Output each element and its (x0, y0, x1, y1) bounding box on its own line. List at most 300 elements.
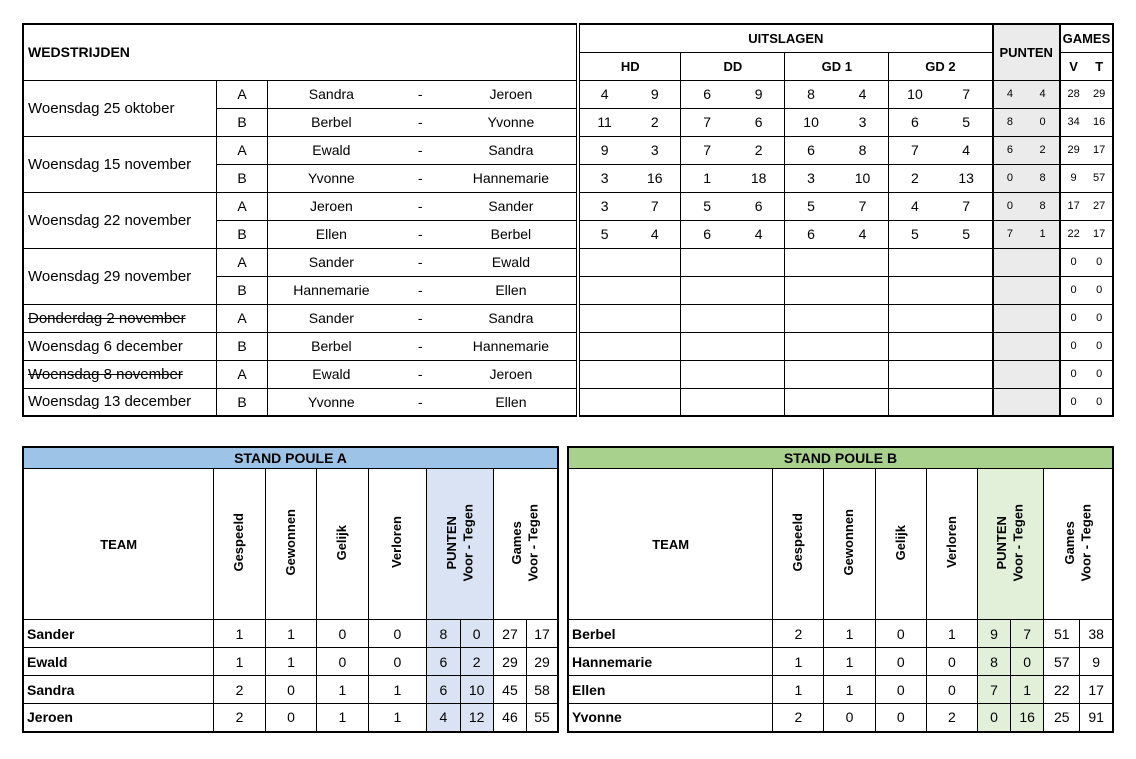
match-score (889, 248, 941, 276)
match-score: 4 (889, 192, 941, 220)
standing-verloren: 2 (926, 704, 977, 732)
match-score (941, 304, 993, 332)
match-score (629, 304, 681, 332)
match-punten-tegen (1026, 360, 1060, 388)
wedstrijden-header: WEDSTRIJDEN (28, 44, 130, 61)
match-score (837, 360, 889, 388)
match-home-team: Ellen (267, 220, 394, 248)
standing-team: Ellen (568, 676, 773, 704)
match-date: Woensdag 25 oktober (23, 80, 217, 136)
match-home-team: Sander (267, 304, 394, 332)
match-score: 7 (681, 136, 733, 164)
match-separator: - (395, 332, 446, 360)
match-score (578, 276, 629, 304)
match-home-team: Hannemarie (267, 276, 394, 304)
match-games-tegen: 17 (1086, 220, 1113, 248)
games-header-text (509, 504, 542, 582)
match-poule: B (217, 220, 268, 248)
standing-verloren: 1 (368, 704, 427, 732)
match-score (681, 248, 733, 276)
match-score: 6 (733, 108, 785, 136)
match-away-team: Ellen (446, 388, 578, 416)
match-score: 6 (681, 80, 733, 108)
standing-gelijk: 0 (875, 648, 926, 676)
match-games-tegen: 0 (1086, 388, 1113, 416)
standing-games-voor: 27 (493, 620, 526, 648)
match-games-tegen: 0 (1086, 248, 1113, 276)
match-score: 3 (629, 136, 681, 164)
uitslagen-header: UITSLAGEN (578, 24, 992, 52)
match-poule: A (217, 304, 268, 332)
standing-gespeeld: 1 (214, 648, 265, 676)
standing-team: Sandra (23, 676, 214, 704)
punten-header (427, 469, 494, 620)
match-date: Woensdag 6 december (23, 332, 217, 360)
match-score: 4 (837, 80, 889, 108)
match-score: 4 (629, 220, 681, 248)
match-score: 16 (629, 164, 681, 192)
standing-punten-voor: 8 (978, 648, 1011, 676)
match-score: 8 (837, 136, 889, 164)
match-punten-voor: 8 (993, 108, 1027, 136)
match-score (941, 332, 993, 360)
match-separator: - (395, 164, 446, 192)
match-punten-voor (993, 304, 1027, 332)
standing-games-voor: 45 (493, 676, 526, 704)
standing-punten-voor: 6 (427, 676, 460, 704)
match-score (578, 360, 629, 388)
match-punten-voor (993, 248, 1027, 276)
match-score: 5 (785, 192, 837, 220)
standing-verloren: 0 (926, 648, 977, 676)
standing-gespeeld: 1 (214, 620, 265, 648)
gespeeld-header-text: Gespeeld (231, 513, 247, 572)
standing-games-voor: 57 (1044, 648, 1080, 676)
match-row (23, 80, 1113, 108)
standing-gewonnen: 1 (824, 620, 875, 648)
match-home-team: Yvonne (267, 388, 394, 416)
match-score: 5 (578, 220, 629, 248)
match-away-team: Ellen (446, 276, 578, 304)
match-score (578, 388, 629, 416)
poule-header-row (568, 469, 1113, 620)
gewonnen-header-text: Gewonnen (841, 509, 857, 576)
match-score: 4 (733, 220, 785, 248)
match-punten-voor: 7 (993, 220, 1027, 248)
match-games-tegen: 0 (1086, 276, 1113, 304)
match-poule: A (217, 248, 268, 276)
match-separator: - (395, 220, 446, 248)
match-date: Woensdag 15 november (23, 136, 217, 192)
verloren-header-text: Verloren (943, 516, 959, 569)
match-score (941, 248, 993, 276)
standing-gespeeld: 2 (214, 704, 265, 732)
match-score: 5 (681, 192, 733, 220)
match-score: 8 (785, 80, 837, 108)
discipline-gd1: GD 1 (785, 52, 889, 80)
match-score: 6 (681, 220, 733, 248)
standing-gespeeld: 1 (773, 648, 824, 676)
match-games-voor: 0 (1060, 360, 1086, 388)
discipline-dd: DD (681, 52, 785, 80)
standing-row (23, 676, 558, 704)
match-home-team: Ewald (267, 136, 394, 164)
match-score (629, 276, 681, 304)
standing-verloren: 0 (368, 620, 427, 648)
standing-punten-voor: 4 (427, 704, 460, 732)
games-header-l2: Voor - Tegen (1078, 503, 1094, 582)
schedule-table (22, 23, 1114, 417)
standing-gelijk: 0 (317, 620, 368, 648)
gewonnen-header-text: Gewonnen (282, 509, 298, 576)
standing-gespeeld: 2 (773, 620, 824, 648)
match-score (681, 304, 733, 332)
match-score (785, 388, 837, 416)
match-away-team: Hannemarie (446, 332, 578, 360)
verloren-header (368, 469, 427, 620)
standing-games-voor: 51 (1044, 620, 1080, 648)
standing-punten-tegen: 1 (1011, 676, 1044, 704)
standing-row (568, 620, 1113, 648)
match-poule: A (217, 80, 268, 108)
games-header-l1: Games (509, 520, 525, 565)
match-score (733, 304, 785, 332)
standing-games-voor: 29 (493, 648, 526, 676)
match-score (785, 360, 837, 388)
match-punten-voor: 0 (993, 192, 1027, 220)
match-score: 6 (733, 192, 785, 220)
match-games-voor: 0 (1060, 276, 1086, 304)
match-date: Woensdag 13 december (23, 388, 217, 416)
match-score: 3 (578, 192, 629, 220)
standing-gelijk: 1 (317, 704, 368, 732)
match-punten-voor: 0 (993, 164, 1027, 192)
match-score (785, 332, 837, 360)
standing-games-tegen: 91 (1080, 704, 1113, 732)
standing-games-tegen: 9 (1080, 648, 1113, 676)
match-score: 3 (837, 108, 889, 136)
match-score: 6 (785, 136, 837, 164)
match-punten-voor: 6 (993, 136, 1027, 164)
match-score: 9 (578, 136, 629, 164)
games-v-header: V (1060, 52, 1086, 80)
match-score (578, 304, 629, 332)
standing-verloren: 0 (368, 648, 427, 676)
punten-header (978, 469, 1044, 620)
match-score: 3 (785, 164, 837, 192)
match-score: 5 (941, 108, 993, 136)
standing-gewonnen: 1 (824, 676, 875, 704)
match-poule: B (217, 332, 268, 360)
match-home-team: Jeroen (267, 192, 394, 220)
match-games-voor: 29 (1060, 136, 1086, 164)
match-games-voor: 0 (1060, 248, 1086, 276)
match-score (837, 388, 889, 416)
standing-punten-tegen: 16 (1011, 704, 1044, 732)
match-separator: - (395, 248, 446, 276)
match-games-tegen: 29 (1086, 80, 1113, 108)
match-row (23, 136, 1113, 164)
match-away-team: Jeroen (446, 80, 578, 108)
standing-games-tegen: 17 (1080, 676, 1113, 704)
match-score (941, 388, 993, 416)
games-header: GAMES (1060, 24, 1113, 52)
standing-row (23, 704, 558, 732)
standing-punten-tegen: 12 (460, 704, 493, 732)
games-header-l2: Voor - Tegen (525, 503, 541, 582)
match-poule: B (217, 164, 268, 192)
match-away-team: Jeroen (446, 360, 578, 388)
match-punten-tegen: 8 (1026, 192, 1060, 220)
match-punten-tegen: 8 (1026, 164, 1060, 192)
match-separator: - (395, 108, 446, 136)
match-separator: - (395, 304, 446, 332)
match-score: 10 (889, 80, 941, 108)
gewonnen-header (265, 469, 316, 620)
match-score: 10 (785, 108, 837, 136)
match-score: 7 (941, 192, 993, 220)
match-date: Woensdag 29 november (23, 248, 217, 304)
match-home-team: Sander (267, 248, 394, 276)
standing-verloren: 1 (926, 620, 977, 648)
match-score (837, 248, 889, 276)
standing-gelijk: 0 (875, 620, 926, 648)
standing-punten-voor: 7 (978, 676, 1011, 704)
match-punten-tegen: 4 (1026, 80, 1060, 108)
match-score: 3 (578, 164, 629, 192)
match-score (733, 332, 785, 360)
discipline-hd: HD (578, 52, 681, 80)
verloren-header-text: Verloren (389, 516, 405, 569)
standing-punten-voor: 0 (978, 704, 1011, 732)
match-date: Donderdag 2 november (23, 304, 217, 332)
gelijk-header-text: Gelijk (892, 524, 908, 561)
verloren-header (926, 469, 977, 620)
poule-title-row (568, 447, 1113, 469)
match-poule: A (217, 136, 268, 164)
games-header-text (1062, 504, 1095, 582)
match-away-team: Yvonne (446, 108, 578, 136)
match-separator: - (395, 388, 446, 416)
standing-gewonnen: 1 (824, 648, 875, 676)
match-games-tegen: 16 (1086, 108, 1113, 136)
match-home-team: Yvonne (267, 164, 394, 192)
match-score: 7 (941, 80, 993, 108)
match-score (681, 388, 733, 416)
match-score (629, 332, 681, 360)
punten-header-l2: Voor - Tegen (1010, 503, 1026, 582)
match-poule: A (217, 360, 268, 388)
match-score: 6 (889, 108, 941, 136)
match-score: 9 (629, 80, 681, 108)
standing-gewonnen: 0 (265, 704, 316, 732)
match-poule: B (217, 276, 268, 304)
standing-gewonnen: 0 (265, 676, 316, 704)
match-score: 4 (837, 220, 889, 248)
standing-punten-voor: 9 (978, 620, 1011, 648)
match-punten-tegen: 1 (1026, 220, 1060, 248)
match-punten-voor (993, 332, 1027, 360)
standing-gewonnen: 1 (265, 620, 316, 648)
match-score: 11 (578, 108, 629, 136)
standing-punten-tegen: 10 (460, 676, 493, 704)
standings-poule-a (22, 446, 559, 733)
match-poule: B (217, 108, 268, 136)
match-away-team: Ewald (446, 248, 578, 276)
match-games-voor: 0 (1060, 388, 1086, 416)
match-separator: - (395, 80, 446, 108)
standing-games-voor: 25 (1044, 704, 1080, 732)
punten-header-l2: Voor - Tegen (460, 503, 475, 582)
punten-header: PUNTEN (993, 24, 1060, 80)
match-punten-tegen: 2 (1026, 136, 1060, 164)
match-separator: - (395, 136, 446, 164)
match-home-team: Berbel (267, 108, 394, 136)
match-punten-voor (993, 360, 1027, 388)
standing-games-tegen: 55 (527, 704, 558, 732)
match-games-voor: 0 (1060, 332, 1086, 360)
match-score (681, 332, 733, 360)
games-t-header: T (1086, 52, 1113, 80)
standing-gelijk: 1 (317, 676, 368, 704)
gelijk-header (317, 469, 368, 620)
match-separator: - (395, 192, 446, 220)
match-score (681, 360, 733, 388)
match-score (578, 332, 629, 360)
match-row (23, 332, 1113, 360)
standing-games-voor: 46 (493, 704, 526, 732)
match-score (629, 388, 681, 416)
match-games-tegen: 57 (1086, 164, 1113, 192)
match-games-tegen: 0 (1086, 304, 1113, 332)
match-row (23, 248, 1113, 276)
match-score (837, 276, 889, 304)
match-home-team: Sandra (267, 80, 394, 108)
poule-title-row (23, 447, 558, 469)
standing-row (568, 704, 1113, 732)
match-score: 10 (837, 164, 889, 192)
match-date: Woensdag 8 november (23, 360, 217, 388)
match-games-tegen: 17 (1086, 136, 1113, 164)
match-score: 6 (785, 220, 837, 248)
match-games-voor: 0 (1060, 304, 1086, 332)
standing-punten-voor: 8 (427, 620, 460, 648)
standings-poule-b (567, 446, 1114, 733)
match-score (889, 276, 941, 304)
match-score (578, 248, 629, 276)
match-score (733, 360, 785, 388)
team-header: TEAM (23, 469, 214, 620)
gespeeld-header (214, 469, 265, 620)
match-row (23, 360, 1113, 388)
standing-gespeeld: 2 (214, 676, 265, 704)
match-games-tegen: 27 (1086, 192, 1113, 220)
poule-title: STAND POULE A (23, 447, 558, 469)
match-row (23, 388, 1113, 416)
match-score (837, 332, 889, 360)
standing-games-tegen: 17 (527, 620, 558, 648)
gespeeld-header (773, 469, 824, 620)
match-score (941, 360, 993, 388)
match-separator: - (395, 360, 446, 388)
match-away-team: Berbel (446, 220, 578, 248)
match-score: 7 (889, 136, 941, 164)
standing-punten-tegen: 0 (1011, 648, 1044, 676)
standing-gelijk: 0 (875, 676, 926, 704)
match-score (629, 360, 681, 388)
punten-header-l1: PUNTEN (443, 515, 459, 570)
match-score (629, 248, 681, 276)
poule-header-row (23, 469, 558, 620)
match-score (733, 248, 785, 276)
match-separator: - (395, 276, 446, 304)
match-punten-voor: 4 (993, 80, 1027, 108)
poule-title: STAND POULE B (568, 447, 1113, 469)
standing-gespeeld: 1 (773, 676, 824, 704)
standing-row (23, 648, 558, 676)
match-score: 4 (941, 136, 993, 164)
match-games-tegen: 0 (1086, 360, 1113, 388)
match-games-tegen: 0 (1086, 332, 1113, 360)
match-score (785, 276, 837, 304)
standing-gelijk: 0 (875, 704, 926, 732)
standing-team: Ewald (23, 648, 214, 676)
games-header (1044, 469, 1113, 620)
match-punten-tegen: 0 (1026, 108, 1060, 136)
match-punten-tegen (1026, 332, 1060, 360)
match-score (889, 388, 941, 416)
standing-punten-tegen: 0 (460, 620, 493, 648)
match-punten-voor (993, 276, 1027, 304)
standing-games-tegen: 29 (527, 648, 558, 676)
match-away-team: Sandra (446, 304, 578, 332)
match-score (681, 276, 733, 304)
match-games-voor: 17 (1060, 192, 1086, 220)
standing-games-tegen: 38 (1080, 620, 1113, 648)
standing-gewonnen: 1 (265, 648, 316, 676)
standing-team: Sander (23, 620, 214, 648)
match-score: 2 (629, 108, 681, 136)
match-games-voor: 22 (1060, 220, 1086, 248)
standing-gespeeld: 2 (773, 704, 824, 732)
match-score (837, 304, 889, 332)
match-punten-tegen (1026, 276, 1060, 304)
match-row (23, 192, 1113, 220)
match-games-voor: 28 (1060, 80, 1086, 108)
standing-gewonnen: 0 (824, 704, 875, 732)
games-header-l1: Games (1061, 520, 1077, 565)
match-home-team: Ewald (267, 360, 394, 388)
match-score: 18 (733, 164, 785, 192)
match-away-team: Sandra (446, 136, 578, 164)
match-row (23, 304, 1113, 332)
match-score: 7 (837, 192, 889, 220)
standing-team: Berbel (568, 620, 773, 648)
match-punten-voor (993, 388, 1027, 416)
match-score: 13 (941, 164, 993, 192)
match-games-voor: 34 (1060, 108, 1086, 136)
match-score (785, 304, 837, 332)
match-poule: A (217, 192, 268, 220)
match-score (889, 360, 941, 388)
match-score (889, 332, 941, 360)
standing-gelijk: 0 (317, 648, 368, 676)
match-score: 9 (733, 80, 785, 108)
match-away-team: Sander (446, 192, 578, 220)
match-score: 7 (629, 192, 681, 220)
match-score (889, 304, 941, 332)
standing-games-voor: 22 (1044, 676, 1080, 704)
